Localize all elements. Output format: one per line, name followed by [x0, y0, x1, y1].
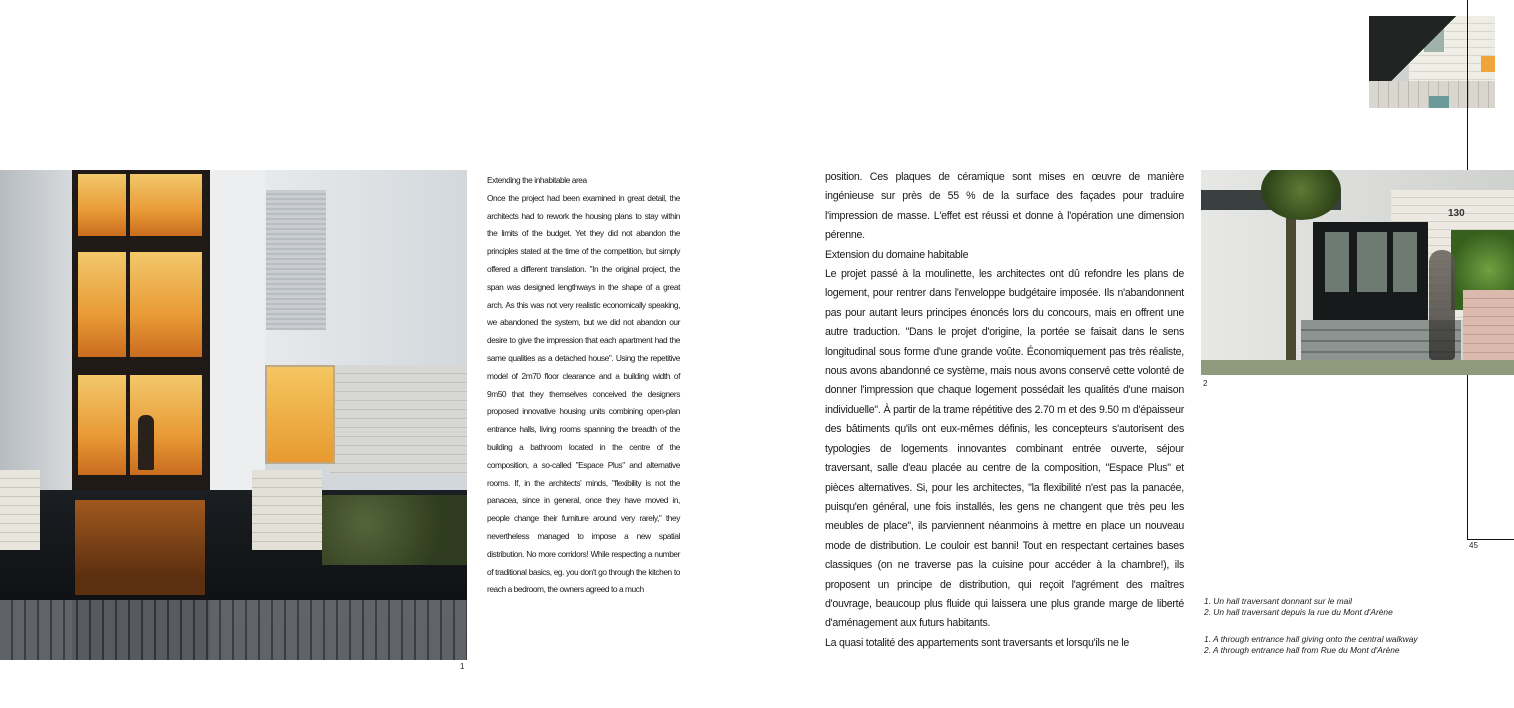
french-text-column — [825, 168, 1184, 653]
caption-french — [1204, 596, 1393, 618]
photo-entrance-hall — [1201, 170, 1514, 375]
english-text-column — [487, 172, 680, 599]
figure-number-1: 1 — [460, 662, 465, 671]
photo-building-dusk — [0, 170, 467, 660]
caption-en-1: 1. A through entrance hall giving onto the central walkway — [1204, 634, 1418, 644]
caption-english — [1204, 634, 1418, 656]
building-number-sign: 130 — [1448, 208, 1465, 219]
horizontal-rule — [1467, 539, 1514, 540]
french-heading: Extension du domaine habitable — [825, 248, 969, 261]
caption-fr-1: 1. Un hall traversant donnant sur le mail — [1204, 596, 1353, 606]
page-number: 45 — [1469, 541, 1478, 550]
english-body: Once the project had been examined in great detail, the architects had to rework the housing plans to stay within the limits of the budget. Yet they did not abandon the principles stated at the time of the competition, but simply offered a different translation. "In the original project, the span was designed lengthways in the shape of a great arch. As this was not very realistic economically speaking, we abandoned the system, but we did not abandon our desire to give the impression that each apartment had the same qualities as a detached house". Using the repetitive model of 2m70 floor clearance and a building width of 9m50 that they themselves conceived the designers proposed innovative housing units combining open-plan entrance halls, living rooms spanning the breadth of the building a bathroom located in the centre of the composition, a so-called "Espace Plus" and alternative rooms. If, in the architects' minds, "flexibility is not the panacea, since in general, once they have moved in, people change their furniture around very rarely," they nevertheless managed to impose a new spatial distribution. No more corridors! While respecting a number of traditional basics, eg. you don't go through the kitchen to reach a bedroom, the owners agreed to a much — [487, 192, 680, 595]
photo-facade-detail — [1369, 16, 1495, 108]
vertical-rule-top — [1467, 0, 1468, 170]
french-last-line: La quasi totalité des appartements sont traversants et lorsqu'ils ne le — [825, 636, 1130, 649]
french-body: Le projet passé à la moulinette, les architectes ont dû refondre les plans de logement, pour rentrer dans l'enveloppe budgétaire imposée. Ils n'abandonnent pas pour autant leurs principes énoncés lors du concours, mais en offrent une autre traduction. "Dans le projet d'origine, la portée se faisait dans le sens longitudinal sous forme d'une grande voûte. Économiquement pas très réaliste, nous avons abandonné ce système, mais nous avons conservé cette volonté de donner l'impression que chaque logement possédait les qualités d'une maison individuelle". À partir de la trame répétitive des 2.70 m et des 9.50 m d'épaisseur des bâtiments qu'ils ont eux-mêmes définis, les concepteurs s'autorisent des typologies de logements innovantes combinant entrée ouverte, séjour traversant, salle d'eau placée au centre de la composition, "Espace Plus" et pièces alternatives. Si, pour les architectes, "la flexibilité n'est pas la panacée, puisqu'en général, une fois installés, les gens ne changent que très peu les meubles de place", ils parviennent néanmoins à mettre en place un nouveau mode de distribution. Le couloir est banni! Tout en respectant certaines bases classiques (on ne traverse pas la cuisine pour accéder à la chambre!), ils proposent un principe de distribution, qui reçoit l'agrément des maîtres d'ouvrage, beaucoup plus fluide qui laissera une plus grande marge de liberté d'aménagement aux futurs habitants. — [825, 268, 1184, 630]
vertical-rule-bottom — [1467, 375, 1468, 540]
figure-number-2: 2 — [1203, 379, 1208, 388]
caption-en-2: 2. A through entrance hall from Rue du Mont d'Arène — [1204, 645, 1400, 655]
english-heading: Extending the inhabitable area — [487, 175, 587, 185]
caption-fr-2: 2. Un hall traversant depuis la rue du Mont d'Arène — [1204, 607, 1393, 617]
french-intro: position. Ces plaques de céramique sont mises en œuvre de manière ingénieuse sur près de 55 % de la surface des façades pour traduire l'impression de masse. L'effet est réussi et donne à l'opération une dimension pérenne. — [825, 171, 1184, 242]
